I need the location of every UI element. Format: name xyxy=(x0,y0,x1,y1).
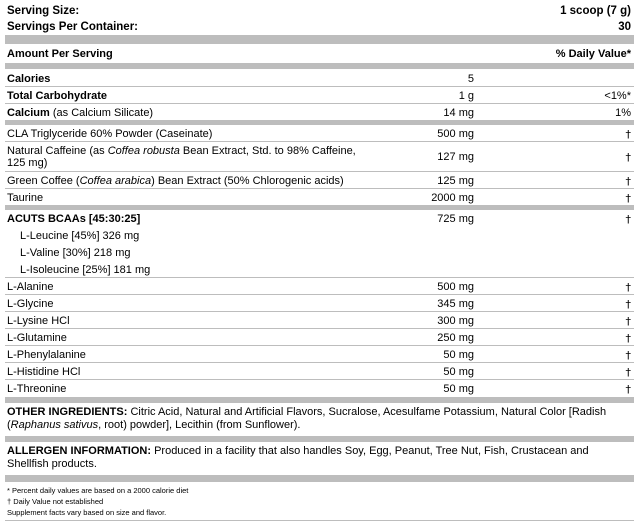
servings-per-container-row xyxy=(5,17,634,35)
taurine-dv: † xyxy=(625,192,631,205)
isoleucine-row xyxy=(5,261,634,278)
glycine-dv: † xyxy=(625,298,631,311)
phenylalanine-label: L-Phenylalanine xyxy=(7,349,86,361)
bcaa-dv: † xyxy=(625,213,631,226)
other-ingredients-text-a: Citric Acid, Natural and Artificial Flavors, Sucralose, Acesulfame Potassium, Natural Color [Radish ( xyxy=(7,406,607,431)
glutamine-amount: 250 mg xyxy=(437,332,474,344)
caffeine-label-italic: Coffea robusta xyxy=(107,145,180,157)
amount-per-serving-label: Amount Per Serving xyxy=(7,48,113,60)
calories-row xyxy=(5,69,634,87)
calcium-label-bold: Calcium xyxy=(7,107,50,119)
calcium-dv: 1% xyxy=(615,107,631,119)
alanine-dv: † xyxy=(625,281,631,294)
green-coffee-label xyxy=(7,175,344,187)
phenylalanine-row xyxy=(5,346,634,363)
glycine-row xyxy=(5,295,634,312)
caffeine-label xyxy=(7,145,356,169)
glutamine-dv: † xyxy=(625,332,631,345)
caffeine-dv: † xyxy=(625,151,631,164)
green-coffee-label-a: Green Coffee ( xyxy=(7,175,80,187)
allergen-text: Produced in a facility that also handles Soy, Egg, Peanut, Tree Nut, Fish, Crustacean and Shellfish products. xyxy=(7,445,589,470)
cla-row xyxy=(5,125,634,142)
histidine-label: L-Histidine HCl xyxy=(7,366,81,378)
amount-per-serving-row xyxy=(5,44,634,63)
alanine-amount: 500 mg xyxy=(437,281,474,293)
histidine-row xyxy=(5,363,634,380)
green-coffee-label-italic: Coffea arabica xyxy=(79,175,152,187)
leucine-label: L-Leucine [45%] 326 mg xyxy=(20,230,140,242)
lysine-dv: † xyxy=(625,315,631,328)
taurine-row xyxy=(5,189,634,206)
green-coffee-dv: † xyxy=(625,175,631,188)
calcium-row xyxy=(5,104,634,121)
green-coffee-row xyxy=(5,172,634,189)
divider-thick xyxy=(5,475,634,482)
carbohydrate-amount: 1 g xyxy=(458,90,474,102)
supplement-facts-panel xyxy=(5,0,634,521)
glutamine-label: L-Glutamine xyxy=(7,332,67,344)
footnote-dagger: † Daily Value not established xyxy=(7,497,104,506)
calcium-amount: 14 mg xyxy=(443,107,474,119)
divider-thick xyxy=(5,35,634,44)
lysine-label: L-Lysine HCl xyxy=(7,315,70,327)
taurine-amount: 2000 mg xyxy=(431,192,474,204)
alanine-row xyxy=(5,278,634,295)
servings-per-container-label: Servings Per Container: xyxy=(7,21,139,33)
threonine-amount: 50 mg xyxy=(443,383,474,395)
bcaa-label: ACUTS BCAAs [45:30:25] xyxy=(7,213,141,225)
glycine-amount: 345 mg xyxy=(437,298,474,310)
other-ingredients-italic: Raphanus sativus xyxy=(10,419,99,431)
servings-per-container-value: 30 xyxy=(618,21,631,33)
glycine-label: L-Glycine xyxy=(7,298,54,310)
other-ingredients xyxy=(5,403,634,436)
isoleucine-label: L-Isoleucine [25%] 181 mg xyxy=(20,264,151,276)
allergen-information xyxy=(5,442,634,475)
daily-value-label: % Daily Value* xyxy=(555,48,631,60)
glutamine-row xyxy=(5,329,634,346)
green-coffee-amount: 125 mg xyxy=(437,175,474,187)
carbohydrate-label: Total Carbohydrate xyxy=(7,90,108,102)
serving-size-row xyxy=(5,0,634,17)
footnote-vary: Supplement facts vary based on size and flavor. xyxy=(7,508,167,517)
bcaa-row xyxy=(5,210,634,227)
threonine-dv: † xyxy=(625,383,631,396)
taurine-label: Taurine xyxy=(7,192,44,204)
other-ingredients-text-b: , root) powder], Lecithin (from Sunflower). xyxy=(98,419,301,431)
caffeine-amount: 127 mg xyxy=(437,151,474,163)
calories-amount: 5 xyxy=(467,73,474,85)
serving-size-value: 1 scoop (7 g) xyxy=(560,5,631,17)
lysine-row xyxy=(5,312,634,329)
calcium-label xyxy=(7,107,153,119)
threonine-label: L-Threonine xyxy=(7,383,67,395)
allergen-label: ALLERGEN INFORMATION: xyxy=(7,445,152,457)
cla-amount: 500 mg xyxy=(437,128,474,140)
caffeine-label-b: Bean Extract, Std. to 98% Caffeine, xyxy=(179,145,356,157)
leucine-row xyxy=(5,227,634,244)
lysine-amount: 300 mg xyxy=(437,315,474,327)
calcium-label-rest: (as Calcium Silicate) xyxy=(49,107,154,119)
phenylalanine-amount: 50 mg xyxy=(443,349,474,361)
histidine-dv: † xyxy=(625,366,631,379)
valine-label: L-Valine [30%] 218 mg xyxy=(20,247,131,259)
cla-label: CLA Triglyceride 60% Powder (Caseinate) xyxy=(7,128,213,140)
serving-size-label: Serving Size: xyxy=(7,5,80,17)
caffeine-label-a: Natural Caffeine (as xyxy=(7,145,108,157)
carbohydrate-row xyxy=(5,87,634,104)
other-ingredients-label: OTHER INGREDIENTS: xyxy=(7,406,128,418)
cla-dv: † xyxy=(625,128,631,141)
histidine-amount: 50 mg xyxy=(443,366,474,378)
phenylalanine-dv: † xyxy=(625,349,631,362)
caffeine-row xyxy=(5,142,634,172)
alanine-label: L-Alanine xyxy=(7,281,54,293)
footnote-percent-daily: * Percent daily values are based on a 2000 calorie diet xyxy=(7,486,189,495)
valine-row xyxy=(5,244,634,261)
green-coffee-label-b: ) Bean Extract (50% Chlorogenic acids) xyxy=(151,175,344,187)
bcaa-amount: 725 mg xyxy=(437,213,474,225)
carbohydrate-dv: <1%* xyxy=(604,90,631,102)
calories-label: Calories xyxy=(7,73,51,85)
caffeine-label-line2: 125 mg) xyxy=(7,157,48,169)
threonine-row xyxy=(5,380,634,397)
